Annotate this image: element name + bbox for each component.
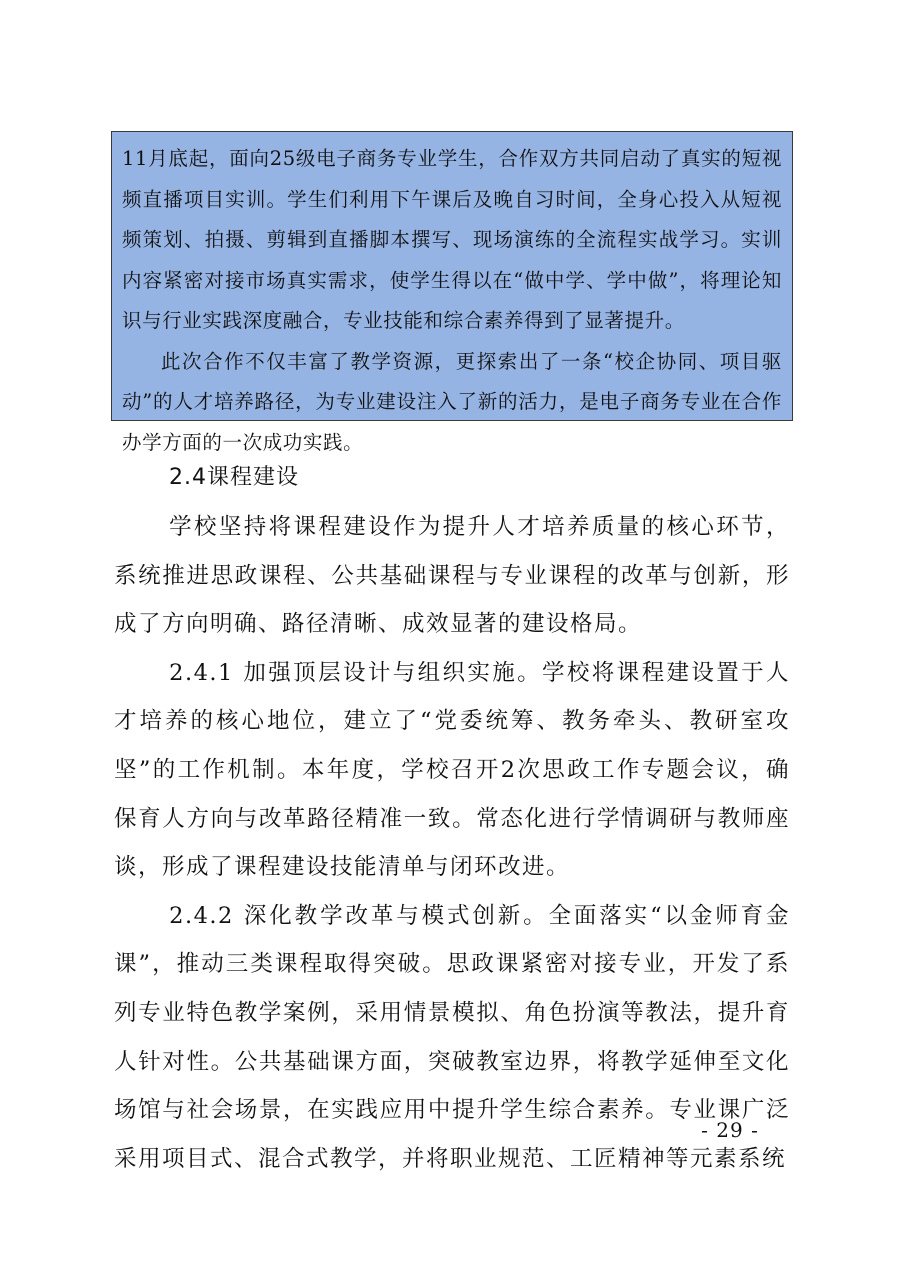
section-heading: 2.4课程建设 — [169, 465, 299, 490]
body-paragraph-1: 学校坚持将课程建设作为提升人才培养质量的核心环节，系统推进思政课程、公共基础课程与专业课程的改革与创新，形成了方向明确、路径清晰、成效显著的建设格局。 — [114, 514, 790, 638]
page-number: - 29 - — [701, 1118, 759, 1142]
body-paragraph-3: 2.4.2 深化教学改革与模式创新。全面落实“以金师育金课”，推动三类课程取得突破。思政课紧密对接专业，开发了系列专业特色教学案例，采用情景模拟、角色扮演等教法，提升育人针对性。公共基础课方面，突破教室边界，将教学延伸至文化场馆与社会场景，在实践应用中提升学生综合素养。专业课广泛采用项目式、混合式教学，并将职业规范、工匠精神等元素系统 — [114, 902, 790, 1172]
callout-paragraph-2: 此次合作不仅丰富了教学资源，更探索出了一条“校企协同、项目驱动”的人才培养路径，为专业建设注入了新的活力，是电子商务专业在合作办学方面的一次成功实践。 — [122, 349, 782, 454]
callout-paragraph-1: 11月底起，面向25级电子商务专业学生，合作双方共同启动了真实的短视频直播项目实训。学生们利用下午课后及晚自习时间，全身心投入从短视频策划、拍摄、剪辑到直播脚本撰写、现场演练的全流程实战学习。实训内容紧密对接市场真实需求，使学生得以在“做中学、学中做”，将理论知识与行业实践深度融合，专业技能和综合素养得到了显著提升。 — [122, 147, 782, 332]
highlight-callout-box — [111, 131, 793, 454]
body-paragraph-2: 2.4.1 加强顶层设计与组织实施。学校将课程建设置于人才培养的核心地位，建立了“党委统筹、教务牵头、教研室攻坚”的工作机制。本年度，学校召开2次思政工作专题会议，确保育人方向与改革路径精准一致。常态化进行学情调研与教师座谈，形成了课程建设技能清单与闭环改进。 — [114, 659, 790, 881]
section-body — [114, 503, 790, 1183]
